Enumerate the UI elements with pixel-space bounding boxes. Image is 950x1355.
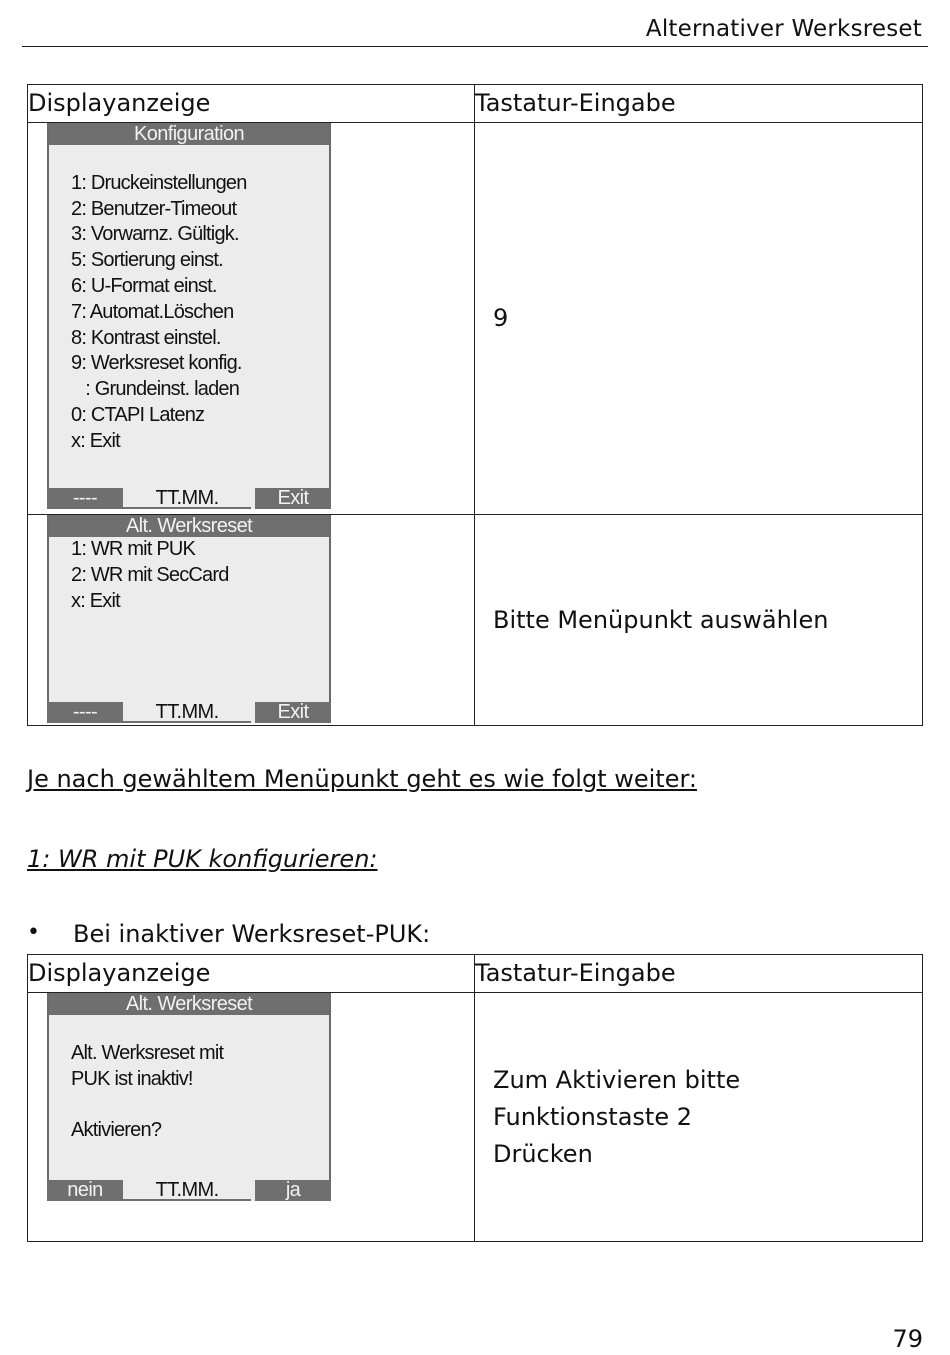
subsection-heading: 1: WR mit PUK konfigurieren: — [27, 845, 378, 873]
lcd-menu-item: 7: Automat.Löschen — [71, 300, 234, 323]
page-number: 79 — [892, 1325, 923, 1353]
input-instruction-line: Funktionstaste 2 — [493, 1102, 692, 1131]
lcd-menu-item: 9: Werksreset konfig. — [71, 352, 242, 375]
lcd-menu-item: x: Exit — [71, 589, 120, 612]
lcd-title: Alt. Werksreset — [49, 515, 329, 537]
lcd-screen-configuration — [47, 123, 331, 509]
lcd-menu-item: x: Exit — [71, 429, 120, 452]
softkey-right: Exit — [255, 488, 331, 509]
lcd-menu-list — [49, 537, 329, 614]
lcd-title: Alt. Werksreset — [49, 993, 329, 1015]
column-header-input: Tastatur-Eingabe — [475, 955, 923, 993]
lcd-menu-item: 0: CTAPI Latenz — [71, 403, 205, 426]
display-cell-puk-inactive — [28, 993, 475, 1242]
softkey-ja: ja — [255, 1180, 331, 1201]
input-instruction-line: Zum Aktivieren bitte — [493, 1065, 741, 1094]
display-input-table-1 — [27, 84, 923, 726]
column-header-display: Displayanzeige — [28, 85, 475, 123]
lcd-menu-item: 3: Vorwarnz. Gültigk. — [71, 223, 239, 246]
keyboard-input-cell — [475, 993, 923, 1242]
lcd-screen-puk-inactive — [47, 993, 331, 1201]
lcd-line — [71, 1092, 329, 1118]
softkey-left: ---- — [47, 702, 123, 723]
lcd-line — [71, 1015, 329, 1041]
lcd-menu-item: 6: U-Format einst. — [71, 274, 217, 297]
input-instruction-line: Drücken — [493, 1139, 593, 1168]
lcd-menu-list — [49, 145, 329, 455]
softkey-date: TT.MM. — [123, 1180, 251, 1201]
column-header-display: Displayanzeige — [28, 955, 475, 993]
softkey-left: ---- — [47, 488, 123, 509]
softkey-date: TT.MM. — [123, 488, 251, 509]
lcd-line: PUK ist inaktiv! — [71, 1067, 193, 1090]
keyboard-input-cell: Bitte Menüpunkt auswählen — [475, 515, 923, 726]
display-input-table-2 — [27, 954, 923, 1242]
lcd-softkey-bar — [47, 1180, 331, 1201]
page-header — [22, 14, 928, 47]
lcd-menu-item: : Grundeinst. laden — [71, 378, 240, 401]
section-heading: Je nach gewähltem Menüpunkt geht es wie folgt weiter: — [27, 765, 697, 793]
softkey-right: Exit — [255, 702, 331, 723]
column-header-input: Tastatur-Eingabe — [475, 85, 923, 123]
lcd-menu-item: 1: Druckeinstellungen — [71, 171, 247, 194]
bullet-text: Bei inaktiver Werksreset-PUK: — [73, 920, 431, 948]
display-cell-alt-werksreset — [28, 515, 475, 726]
lcd-line: Alt. Werksreset mit — [71, 1041, 224, 1064]
keyboard-input-cell: 9 — [475, 123, 923, 515]
lcd-line — [71, 145, 329, 171]
lcd-message — [49, 1015, 329, 1144]
softkey-nein: nein — [47, 1180, 123, 1201]
lcd-menu-item: 5: Sortierung einst. — [71, 249, 223, 272]
lcd-line: Aktivieren? — [71, 1119, 162, 1142]
display-cell-configuration — [28, 123, 475, 515]
lcd-softkey-bar — [47, 702, 331, 723]
softkey-date: TT.MM. — [123, 702, 251, 723]
lcd-menu-item: 8: Kontrast einstel. — [71, 326, 221, 349]
lcd-menu-item: 2: Benutzer-Timeout — [71, 197, 237, 220]
lcd-screen-alt-werksreset — [47, 515, 331, 723]
lcd-menu-item: 2: WR mit SecCard — [71, 563, 229, 586]
header-title: Alternativer Werksreset — [645, 16, 922, 42]
bullet-icon: • — [27, 920, 40, 945]
lcd-softkey-bar — [47, 488, 331, 509]
lcd-title: Konfiguration — [49, 123, 329, 145]
lcd-menu-item: 1: WR mit PUK — [71, 538, 196, 560]
